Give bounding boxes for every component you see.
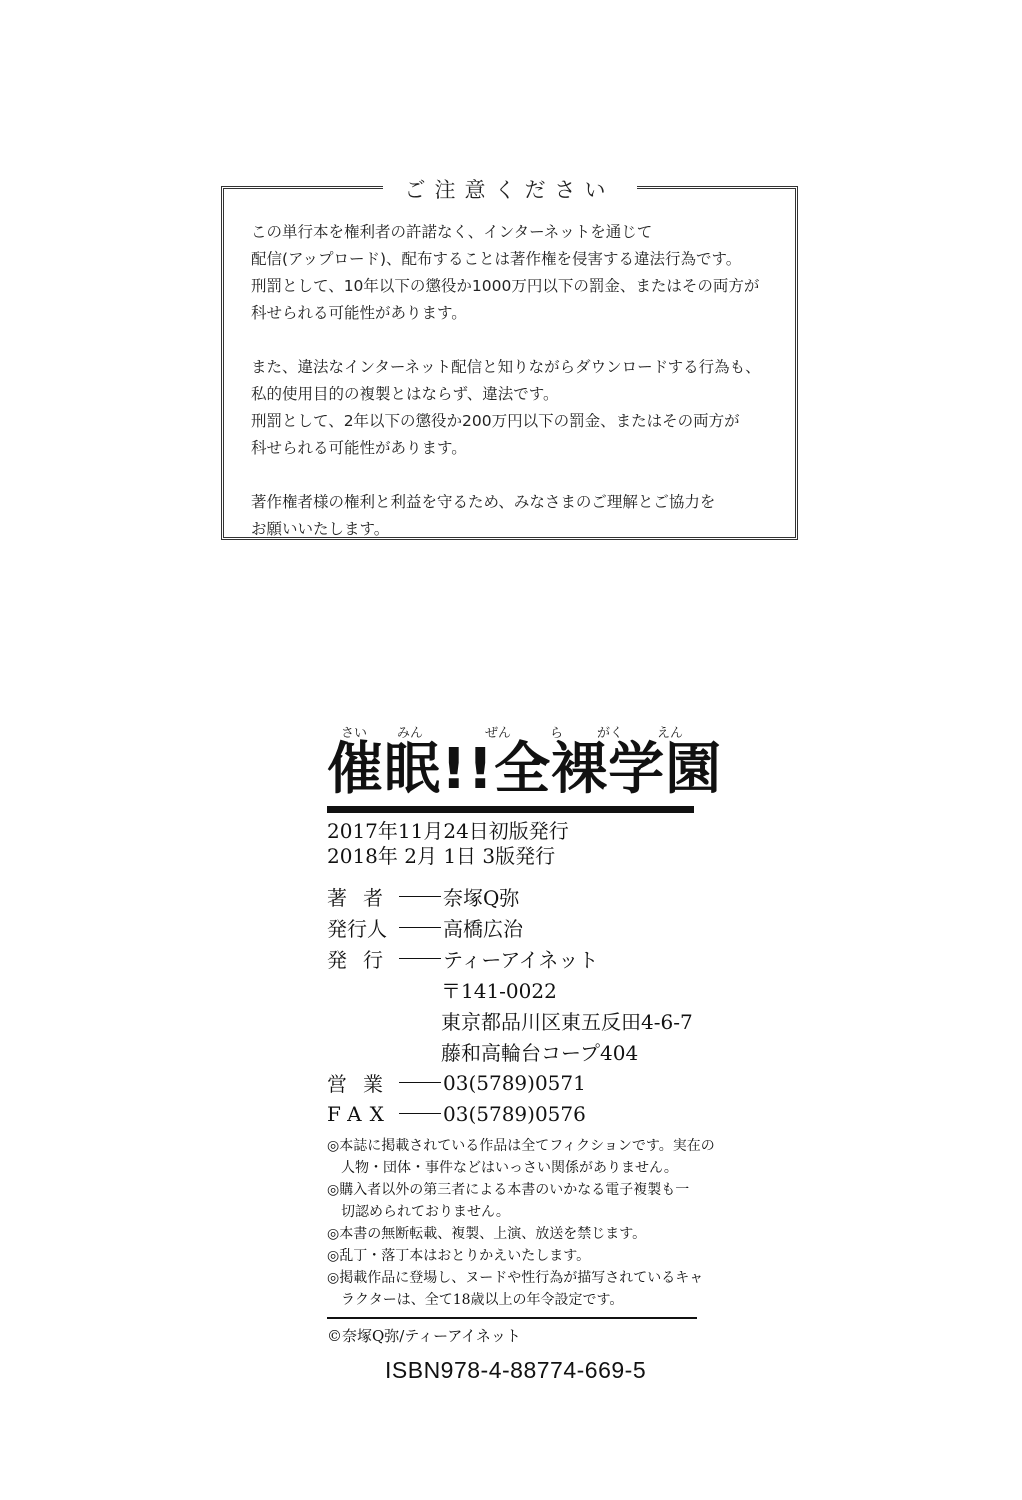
ruby-sai: さい xyxy=(341,726,368,741)
dash-rule xyxy=(399,1082,441,1084)
credit-author xyxy=(327,881,697,912)
legal-notes xyxy=(327,1135,715,1311)
ruby-ra: ら xyxy=(550,726,564,741)
fax-label: FAX xyxy=(327,1101,392,1126)
notice-title: ご注意ください xyxy=(383,174,637,204)
dash-rule xyxy=(399,927,441,929)
notice-line: 科せられる可能性があります。 xyxy=(251,304,467,322)
notes-rule xyxy=(327,1317,697,1319)
publisher-person-label: 発行人 xyxy=(327,917,387,941)
copyright-line: ©奈塚Q弥/ティーアイネット xyxy=(327,1327,521,1345)
sales-phone: 03(5789)0571 xyxy=(443,1070,586,1095)
title-ruby xyxy=(327,722,697,740)
fax-number: 03(5789)0576 xyxy=(443,1101,586,1126)
note-line: ◎購入者以外の第三者による本書のいかなる電子複製も一 xyxy=(327,1182,690,1198)
publisher-person-name: 高橋広治 xyxy=(443,917,523,941)
notice-body xyxy=(251,219,777,543)
publisher-label: 発行 xyxy=(327,948,399,972)
notice-line: 配信(アップロード)、配布することは著作権を侵害する違法行為です。 xyxy=(251,250,742,268)
postal-code: 〒141-0022 xyxy=(441,979,557,1003)
ruby-zen: ぜん xyxy=(485,726,512,741)
credit-fax xyxy=(327,1098,697,1129)
publisher-name: ティーアイネット xyxy=(443,948,599,972)
notice-line: 著作権者様の権利と利益を守るため、みなさまのご理解とご協力を xyxy=(251,493,716,511)
notice-line: 刑罰として、10年以下の懲役か1000万円以下の罰金、またはその両方が xyxy=(251,277,760,295)
note-line: ◎乱丁・落丁本はおとりかえいたします。 xyxy=(327,1248,591,1264)
credit-sales xyxy=(327,1067,697,1098)
note-line: 切認められておりません。 xyxy=(341,1204,510,1220)
dash-rule xyxy=(399,958,441,960)
book-title: 催眠!!全裸学園 xyxy=(327,737,723,802)
third-printing-date: 2018年 2月 1日 3版発行 xyxy=(327,844,556,868)
colophon xyxy=(327,722,723,1384)
notice-title-row xyxy=(224,175,795,203)
address-line-1: 東京都品川区東五反田4-6-7 xyxy=(441,1010,693,1034)
notice-paragraph xyxy=(251,489,777,543)
ruby-min: みん xyxy=(397,726,424,741)
isbn: ISBN978-4-88774-669-5 xyxy=(385,1357,647,1383)
address-line-2: 藤和高輪台コープ404 xyxy=(441,1041,639,1065)
note-line: ラクターは、全て18歳以上の年令設定です。 xyxy=(341,1292,624,1308)
publication-dates xyxy=(327,819,697,869)
credits xyxy=(327,881,697,1129)
ruby-en: えん xyxy=(657,726,684,741)
credit-publisher-person xyxy=(327,912,697,943)
dash-rule xyxy=(399,1113,441,1115)
ruby-gaku: がく xyxy=(597,726,624,741)
credit-publisher xyxy=(327,943,697,974)
notice-line: 刑罰として、2年以下の懲役か200万円以下の罰金、またはその両方が xyxy=(251,412,740,430)
copyright-notice-box xyxy=(221,178,798,540)
sales-label: 営業 xyxy=(327,1072,399,1096)
notice-line: 私的使用目的の複製とはならず、違法です。 xyxy=(251,385,559,403)
notice-paragraph xyxy=(251,354,777,462)
dash-rule xyxy=(399,896,441,898)
notice-line: 科せられる可能性があります。 xyxy=(251,439,467,457)
author-label: 著者 xyxy=(327,886,399,910)
first-edition-date: 2017年11月24日初版発行 xyxy=(327,819,569,843)
notice-line: この単行本を権利者の許諾なく、インターネットを通じて xyxy=(251,223,653,241)
note-line: ◎本書の無断転載、複製、上演、放送を禁じます。 xyxy=(327,1226,647,1242)
notice-paragraph xyxy=(251,219,777,327)
notice-line: お願いいたします。 xyxy=(251,520,390,538)
note-line: ◎本誌に掲載されている作品は全てフィクションです。実在の xyxy=(327,1138,715,1154)
note-line: ◎掲載作品に登場し、ヌードや性行為が描写されているキャ xyxy=(327,1270,704,1286)
author-name: 奈塚Q弥 xyxy=(443,886,520,910)
note-line: 人物・団体・事件などはいっさい関係がありません。 xyxy=(341,1160,678,1176)
notice-line: また、違法なインターネット配信と知りながらダウンロードする行為も、 xyxy=(251,358,761,376)
title-rule xyxy=(327,806,694,813)
